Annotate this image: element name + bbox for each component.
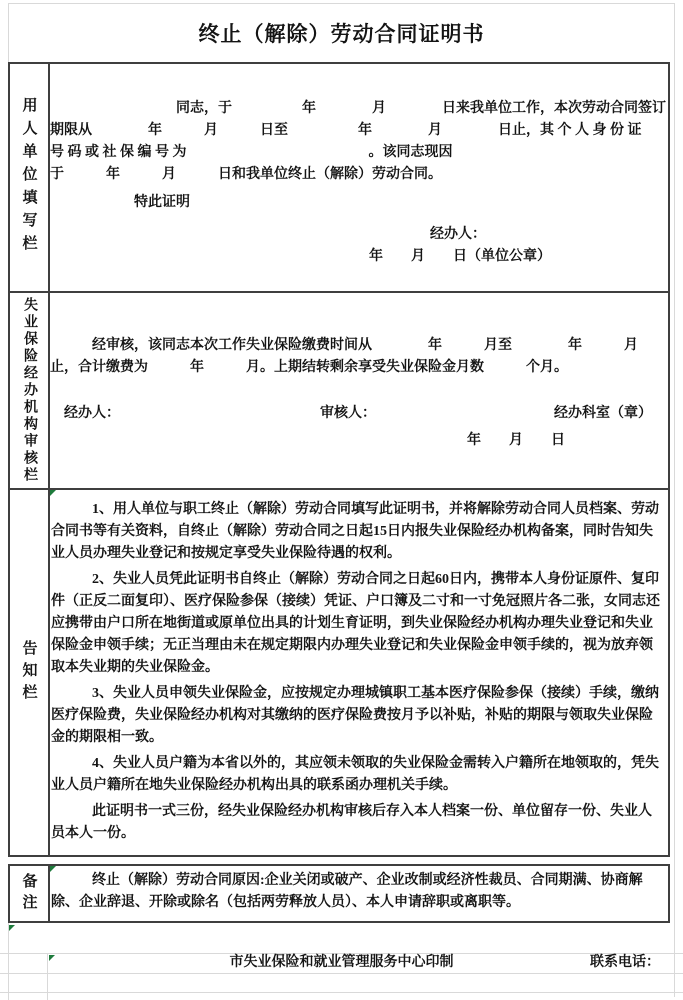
insurance-signature-row [50, 403, 666, 425]
notice-section-label-cell [10, 490, 50, 855]
employer-section-label: 用人单位填写栏 [20, 97, 37, 258]
certify-statement: 特此证明 [134, 195, 190, 210]
insurance-line-2: 止，合计缴费为 年 月。上期结转剩余享受失业保险金月数 个月。 [50, 360, 568, 375]
employer-line-4: 于 年 月 日和我单位终止（解除）劳动合同。 [50, 167, 442, 182]
footer-row [0, 953, 683, 973]
document-title: 终止（解除）劳动合同证明书 [198, 22, 485, 46]
employer-handler-label: 经办人： [430, 227, 486, 242]
gridline [0, 992, 683, 993]
employer-section-label-cell [10, 64, 50, 291]
notice-paragraph-4: 4、失业人员户籍为本省以外的，其应领未领取的失业保险金需转入户籍所在地领取的，凭失业人员户籍所在地失业保险经办机构出具的联系函办理机关手续。 [51, 756, 659, 793]
notice-paragraph-3: 3、失业人员申领失业保险金，应按规定办理城镇职工基本医疗保险参保（接续）手续，缴纳医疗保险费，失业保险经办机构对其缴纳的医疗保险费按月予以补贴，补贴的期限与领取失业保险金的期限相一致。 [51, 686, 659, 745]
insurance-line-1: 经审核，该同志本次工作失业保险缴费时间从 年 月至 年 月 [50, 338, 638, 353]
insurance-reviewer-label: 审核人： [320, 406, 376, 421]
cell-indicator-triangle-icon [50, 490, 56, 496]
remark-section [8, 864, 670, 923]
insurance-handler-label: 经办人： [64, 406, 120, 421]
gridline [0, 973, 683, 974]
insurance-section-label-cell [10, 293, 50, 488]
employer-section-content [50, 64, 668, 291]
remark-section-label-cell [10, 866, 50, 921]
printer-credit-text: 市失业保险和就业管理服务中心印制 [229, 955, 454, 970]
employer-line-1: 同志，于 年 月 日来我单位工作，本次劳动合同签订 [50, 101, 666, 116]
notice-section-content [50, 490, 668, 855]
employer-line-2: 期限从 年 月 日至 年 月 日止，其 个 人 身 份 证 [50, 123, 642, 138]
employer-date-seal-line: 年 月 日（单位公章） [369, 249, 551, 264]
cell-indicator-triangle-icon [50, 866, 56, 872]
remark-section-label: 备注 [20, 872, 37, 915]
notice-paragraph-5: 此证明书一式三份，经失业保险经办机构审核后存入本人档案一份、单位留存一份、失业人员本人一份。 [51, 804, 652, 841]
insurance-section-label: 失业保险经办机构审核栏 [22, 297, 37, 484]
insurance-office-label: 经办科室（章） [554, 406, 652, 421]
insurance-section-content [50, 293, 668, 488]
insurance-section-row [10, 291, 668, 488]
cell-indicator-triangle-icon [49, 955, 55, 961]
contact-phone-label: 联系电话： [590, 955, 660, 970]
notice-section-label: 告知栏 [20, 639, 37, 706]
notice-paragraph-2: 2、失业人员凭此证明书自终止（解除）劳动合同之日起60日内，携带本人身份证原件、复印件（正反二面复印）、医疗保险参保（接续）凭证、户口簿及二寸和一寸免冠照片各二张，女同志还应携带由户口所在地街道或原单位出具的计划生育证明，到失业保险经办机构办理失业登记和失业保险金申领手续；无正当理由未在规定期限内办理失业登记和失业保险金申领手续的，视为放弃领取本失业期的失业保险金。 [51, 572, 660, 675]
employer-section-row [10, 64, 668, 291]
remark-section-content: 终止（解除）劳动合同原因:企业关闭或破产、企业改制或经济性裁员、合同期满、协商解除、企业辞退、开除或除名（包括两劳释放人员）、本人申请辞职或离职等。 [51, 873, 643, 910]
main-form-table [8, 62, 670, 857]
gridline [674, 3, 675, 997]
employer-line-3: 号 码 或 社 保 编 号 为 。该同志现因 [50, 145, 453, 160]
notice-paragraph-1: 1、用人单位与职工终止（解除）劳动合同填写此证明书，并将解除劳动合同人员档案、劳动合同书等有关资料，自终止（解除）劳动合同之日起15日内报失业保险经办机构备案，同时告知失业人员办理失业登记和按规定享受失业保险待遇的权利。 [51, 502, 659, 561]
notice-section-row [10, 488, 668, 855]
cell-indicator-triangle-icon [9, 925, 15, 931]
insurance-date-line: 年 月 日 [467, 433, 565, 448]
